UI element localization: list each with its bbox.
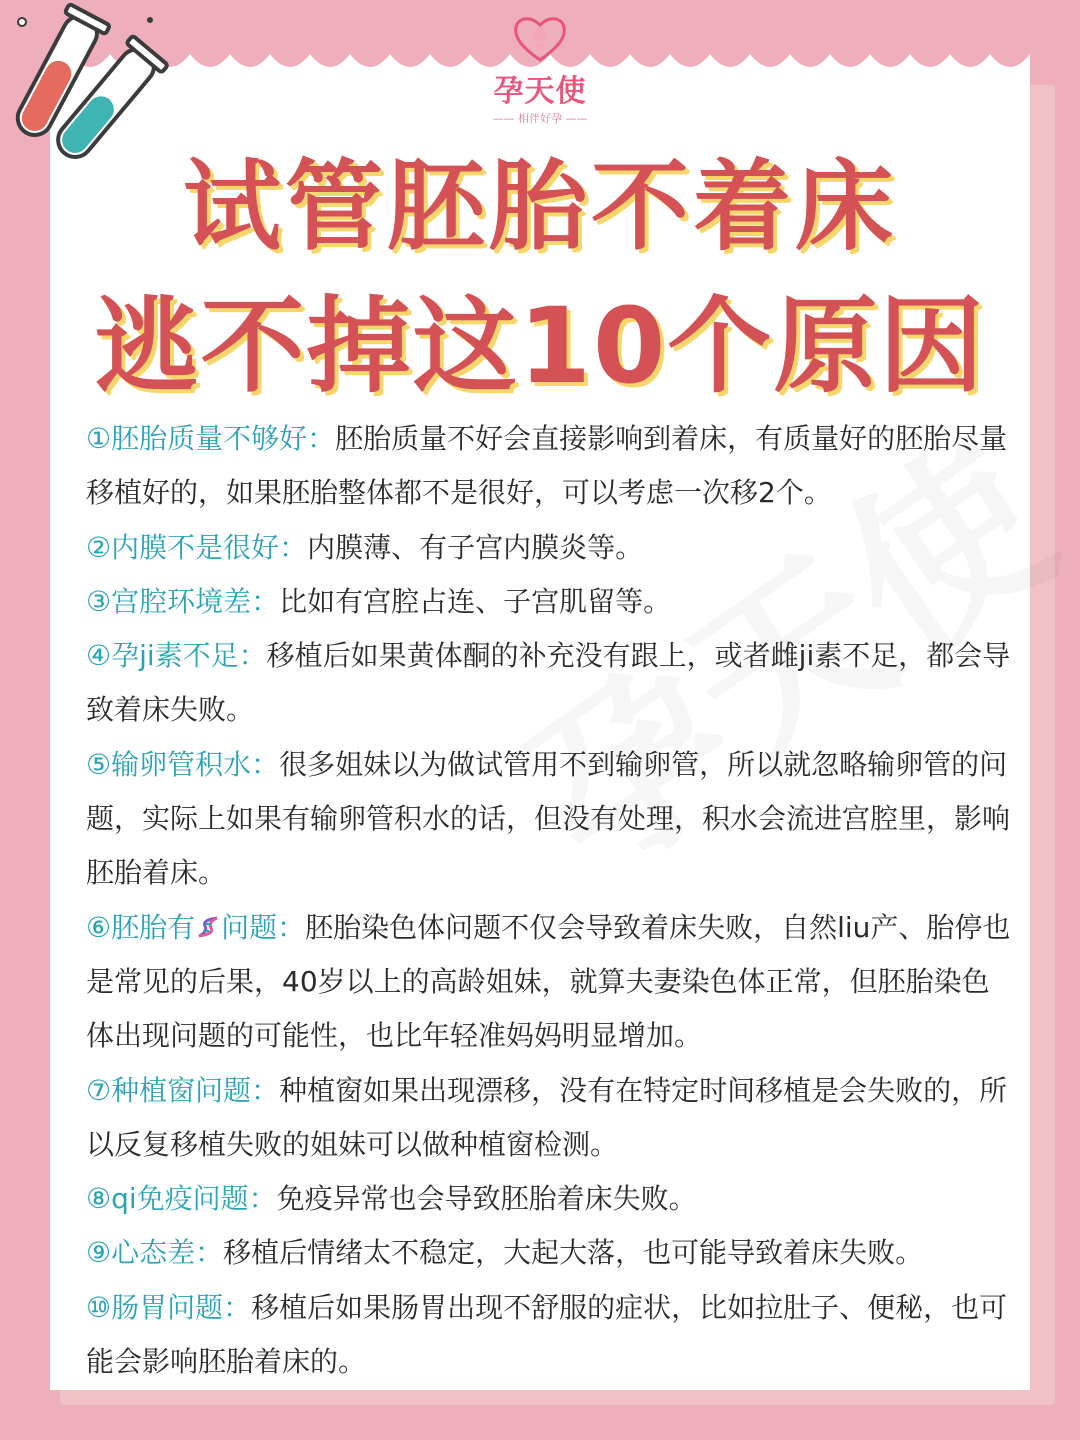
- reason-list: [86, 412, 1016, 1389]
- item-heading: ④孕ji素不足：: [86, 639, 267, 673]
- page-title-line1: 试管胚胎不着床: [182, 150, 897, 264]
- item-heading: ⑤输卵管积水：: [86, 747, 280, 781]
- item-heading: ①胚胎质量不够好：: [86, 422, 336, 455]
- item-text: 种植窗如果出现漂移，没有在特定时间移植是会失败的，所以反复移植失败的姐妹可以做种植窗检测。: [86, 1073, 1008, 1161]
- item-heading: ③宫腔环境差：: [86, 584, 280, 618]
- list-item: [86, 1226, 1016, 1280]
- list-item: [86, 1281, 1016, 1390]
- item-heading: ⑥胚胎有: [86, 910, 196, 944]
- page-title-line2: 逃不掉这10个原因: [94, 285, 986, 407]
- item-heading: ⑩肠胃问题：: [86, 1290, 252, 1324]
- item-text: 胚胎质量不好会直接影响到着床，有质量好的胚胎尽量移植好的，如果胚胎整体都不是很好，可以考虑一次移2个。: [86, 422, 1008, 510]
- heart-logo-icon: [510, 12, 570, 64]
- brand-logo: [470, 12, 610, 125]
- item-heading: ⑧qi免疫问题：: [86, 1182, 277, 1216]
- item-text: 内膜薄、有子宫内膜炎等。: [307, 530, 644, 564]
- item-heading-tail: 问题：: [221, 910, 306, 944]
- item-heading: ⑨心态差：: [86, 1236, 224, 1270]
- item-text: 移植后情绪太不稳定，大起大落，也可能导致着床失败。: [223, 1236, 924, 1270]
- list-item: [86, 575, 1016, 629]
- item-text: 比如有宫腔占连、子宫肌留等。: [279, 584, 672, 618]
- list-item: [86, 629, 1016, 738]
- item-text: 胚胎染色体问题不仅会导致着床失败，自然liu产、胎停也是常见的后果，40岁以上的高龄姐妹，就算夫妻染色体正常，但胚胎染色体出现问题的可能性，也比年轻准妈妈明显增加。: [86, 910, 1011, 1053]
- item-heading: ⑦种植窗问题：: [86, 1073, 280, 1107]
- item-text: 移植后如果肠胃出现不舒服的症状，比如拉肚子、便秘，也可能会影响胚胎着床的。: [86, 1290, 1008, 1379]
- list-item: [86, 901, 1016, 1064]
- list-item: [86, 412, 1016, 521]
- brand-name: 孕天使: [493, 74, 587, 109]
- list-item: [86, 1172, 1016, 1226]
- item-heading: ②内膜不是很好：: [86, 530, 308, 564]
- brand-slogan: —— 相伴好孕 ——: [492, 112, 588, 125]
- item-text: 移植后如果黄体酮的补充没有跟上，或者雌ji素不足，都会导致着床失败。: [86, 639, 1011, 727]
- item-text: 很多姐妹以为做试管用不到输卵管，所以就忽略输卵管的问题，实际上如果有输卵管积水的话，但没有处理，积水会流进宫腔里，影响胚胎着床。: [86, 747, 1011, 890]
- dna-icon: [195, 914, 221, 940]
- list-item: [86, 1064, 1016, 1173]
- list-item: [86, 738, 1016, 901]
- list-item: [86, 521, 1016, 575]
- item-text: 免疫异常也会导致胚胎着床失败。: [276, 1182, 697, 1216]
